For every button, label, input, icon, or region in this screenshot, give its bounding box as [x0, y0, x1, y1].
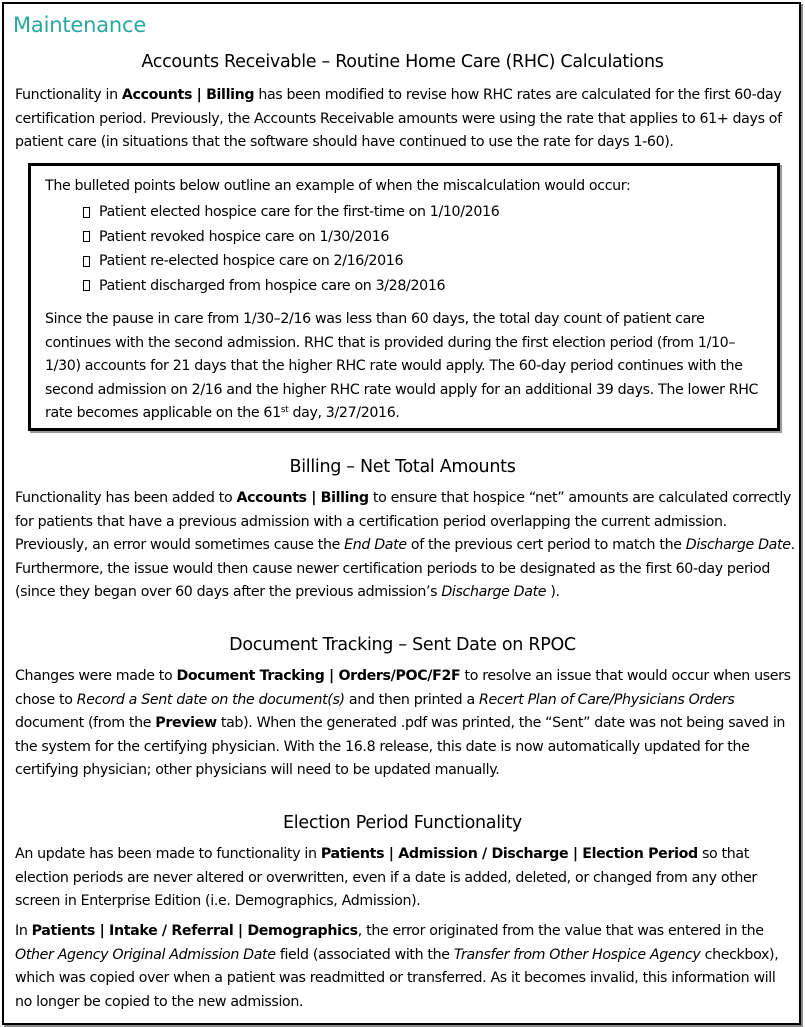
section-paragraph-billing — [15, 487, 795, 605]
text: field (associated with the — [275, 946, 454, 963]
menu-path: Accounts | Billing — [121, 87, 255, 103]
text: In — [15, 923, 32, 939]
box-bullet-icon — [83, 231, 90, 242]
tab-name: Preview — [155, 715, 217, 731]
list-item-text: Patient discharged from hospice care on 3/28/2016 — [99, 277, 446, 294]
field-name: Discharge Date — [441, 584, 547, 600]
field-name: End Date — [344, 537, 407, 553]
checkbox-name: Transfer from Other Hospice Agency — [453, 946, 701, 963]
text: day, 3/27/2016. — [288, 405, 400, 421]
box-bullet-icon — [83, 280, 90, 291]
list-item — [83, 200, 499, 225]
text: An update has been made to functionality in — [15, 846, 321, 862]
menu-path: Document Tracking | Orders/POC/F2F — [176, 668, 461, 684]
text: Functionality has been added to — [15, 490, 237, 506]
box-bullet-icon — [83, 207, 90, 218]
field-name: Discharge Date — [685, 537, 791, 553]
document-name: Recert Plan of Care/Physicians Orders — [479, 691, 735, 708]
text: to ensure that hospice “net” amounts are calculated correctly for patients that have a previous admission with a certification period overlapping the current admission. Previously, an error would sometimes cause the — [15, 490, 792, 553]
callout-intro: The bulleted points below outline an example of when the miscalculation would occur: — [45, 178, 631, 194]
text: . Furthermore, the issue would then cause newer certification periods to be designated as the first 60-day period (since they began over 60 days after the previous admission’s — [15, 537, 795, 600]
ordinal-suffix: st — [280, 405, 289, 415]
list-item — [83, 274, 499, 299]
text: ). — [546, 584, 560, 600]
list-item-text: Patient revoked hospice care on 1/30/2016 — [99, 228, 390, 245]
section-heading-document-tracking: Document Tracking – Sent Date on RPOC — [229, 635, 576, 655]
text: checkbox), which was copied over when a patient was readmitted or transferred. As it becomes invalid, this information will no longer be copied to the new admission. — [15, 946, 779, 1010]
callout-summary — [45, 308, 770, 426]
text: so that election periods are never altered or overwritten, even if a date is added, deleted, or changed from any other screen in Enterprise Edition (i.e. Demographics, Admission). — [15, 846, 757, 909]
section-paragraph-election-period-1 — [15, 843, 795, 914]
example-callout-box — [28, 163, 780, 431]
text: has been modified to revise how RHC rates are calculated for the first 60-day certification period. Previously, the Accounts Receivable amounts were using the rate that applies to 61+ days of patient care (in situations that the software should have continued to use the rate for days 1-60). — [15, 87, 782, 150]
text: document (from the — [15, 715, 156, 731]
list-item — [83, 249, 499, 274]
list-item-text: Patient re-elected hospice care on 2/16/2016 — [99, 253, 404, 269]
text: Since the pause in care from 1/30–2/16 was less than 60 days, the total day count of patient care continues with the second admission. RHC that is provided during the first election period (from 1/10–1/30) accounts for 21 days that the higher RHC rate would apply. The 60-day period continues with the second admission on 2/16 and the higher RHC rate would apply for an additional 39 days. The lower RHC rate becomes applicable on the 61 — [45, 311, 759, 421]
page-title: Maintenance — [13, 13, 147, 37]
text: Functionality in — [15, 87, 122, 103]
text: tab). When the generated .pdf was printed, the “Sent” date was not being saved in the system for the certifying physician. With the 16.8 release, this date is now automatically updated for the certifying physician; other physicians will need to be updated manually. — [15, 715, 786, 778]
list-item-text: Patient elected hospice care for the first-time on 1/10/2016 — [99, 204, 500, 220]
text: Changes were made to — [15, 668, 177, 684]
section-heading-election-period: Election Period Functionality — [283, 813, 522, 833]
section-heading-billing: Billing – Net Total Amounts — [289, 457, 516, 477]
field-name: Other Agency Original Admission Date — [15, 946, 276, 963]
menu-path: Patients | Admission / Discharge | Election Period — [320, 846, 698, 862]
section-paragraph-document-tracking — [15, 665, 795, 783]
text: of the previous cert period to match the — [406, 537, 686, 553]
bullet-list — [83, 200, 499, 298]
text: , the error originated from the value that was entered in the — [357, 923, 764, 939]
list-item — [83, 225, 499, 250]
menu-path: Accounts | Billing — [236, 490, 369, 506]
section-paragraph-election-period-2 — [15, 920, 795, 1014]
menu-path: Patients | Intake / Referral | Demographics — [31, 923, 358, 939]
box-bullet-icon — [83, 256, 90, 267]
text: and then printed a — [344, 691, 479, 708]
option-name: Record a Sent date on the document(s) — [76, 691, 345, 708]
section-paragraph-rhc — [15, 84, 795, 155]
section-heading-rhc: Accounts Receivable – Routine Home Care (RHC) Calculations — [141, 52, 664, 72]
text: to resolve an issue that would occur when users chose to — [15, 668, 791, 708]
